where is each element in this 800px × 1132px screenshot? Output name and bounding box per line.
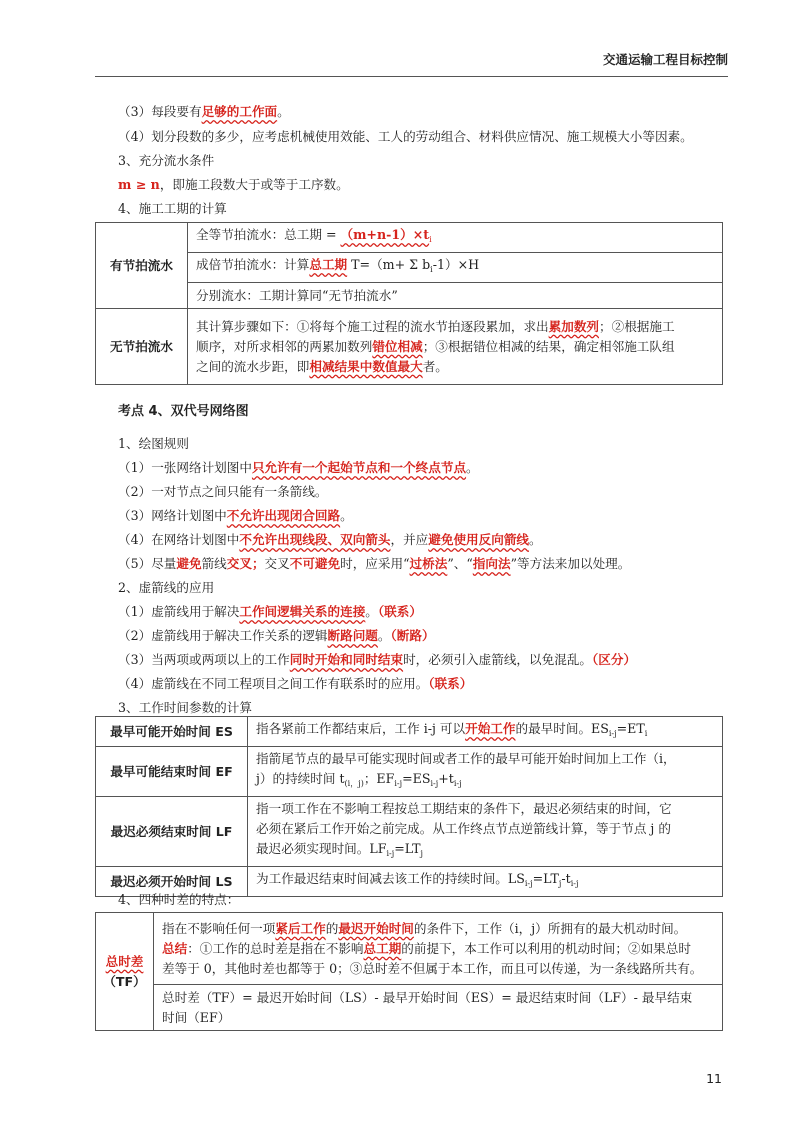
row-label: 最早可能结束时间 EF <box>96 747 248 797</box>
table-cell: 成倍节拍流水：计算总工期 T=（m+ Σ $b_i-1)\times H$ <box>188 253 723 283</box>
row-label: 无节拍流水 <box>96 309 188 385</box>
header-divider <box>95 76 728 77</box>
table-cell: 分别流水：工期计算同“无节拍流水” <box>188 283 723 309</box>
text-line: 1、绘图规则 <box>118 436 189 451</box>
row-label: 最迟必须开始时间 LS <box>96 867 248 897</box>
text-line: （5）尽量避免箭线交叉；交叉不可避免时，应采用“过桥法”、“指向法”等方法来加以处理。 <box>118 556 631 571</box>
table-cell: 全等节拍流水：总工期 = $(m+n-1)\times t_i$ <box>188 223 723 253</box>
text-line: m ≥ n，即施工段数大于或等于工序数。 <box>118 177 349 192</box>
text-line: 4、四种时差的特点： <box>118 892 240 907</box>
row-label: 最迟必须结束时间 LF <box>96 797 248 867</box>
text-line: （1）虚箭线用于解决工作间逻辑关系的连接。（联系） <box>118 604 422 619</box>
row-label: 有节拍流水 <box>96 223 188 309</box>
row-label: 总时差 （TF） <box>96 913 154 1031</box>
text-line: （3）当两项或两项以上的工作同时开始和同时结束时，必须引入虚箭线，以免混乱。（区分） <box>118 652 637 667</box>
table-cell: 指各紧前工作都结束后，工作 i-j 可以开始工作的最早时间。$ES_{i-j}=ET_i$ <box>248 717 723 747</box>
text-line: （3）每段要有足够的工作面。 <box>118 104 290 119</box>
text-line: （4）在网络计划图中不允许出现线段、双向箭头，并应避免使用反向箭线。 <box>118 532 542 547</box>
section-title: 考点 4、双代号网络图 <box>118 404 249 419</box>
text-line: （2）虚箭线用于解决工作关系的逻辑断路问题。（断路） <box>118 628 435 643</box>
table-cell: 其计算步骤如下：①将每个施工过程的流水节拍逐段累加，求出累加数列；②根据施工 顺序，对所求相邻的两累加数列错位相减；③根据错位相减的结果，确定相邻施工队组 之间的流水步距，即相减结果中数值最大者。 <box>188 309 723 385</box>
text-line: 3、工作时间参数的计算 <box>118 700 252 715</box>
header-title: 交通运输工程目标控制 <box>602 52 728 67</box>
text-line: （4）划分段数的多少，应考虑机械使用效能、工人的劳动组合、材料供应情况、施工规模大小等因素。 <box>118 129 693 144</box>
text-line: 2、虚箭线的应用 <box>118 580 215 595</box>
text-line: （4）虚箭线在不同工程项目之间工作有联系时的应用。（联系） <box>118 676 473 691</box>
row-label: 最早可能开始时间 ES <box>96 717 248 747</box>
text-line: 3、充分流水条件 <box>118 153 215 168</box>
time-params-table <box>95 716 723 897</box>
table-cell: 指一项工作在不影响工程按总工期结束的条件下，最迟必须结束的时间，它 必须在紧后工作开始之前完成。从工作终点节点逆箭线计算，等于节点 j 的 最迟必须实现时间。$LF_{i-j}=LT_j$ <box>248 797 723 867</box>
text-line: （2）一对节点之间只能有一条箭线。 <box>118 484 328 499</box>
float-table <box>95 912 723 1031</box>
text-line: 4、施工工期的计算 <box>118 201 227 216</box>
table-cell: 总时差（TF）= 最迟开始时间（LS）- 最早开始时间（ES）= 最迟结束时间（LF）- 最早结束 时间（EF） <box>154 985 723 1031</box>
page-number: 11 <box>706 1071 722 1086</box>
table-cell: 指箭尾节点的最早可能实现时间或者工作的最早可能开始时间加上工作（i， j）的持续时间 $t_{(i,j)}$；$EF_{i-j}=ES_{i-j}+t_{i-j}$ <box>248 747 723 797</box>
text-line: （1）一张网络计划图中只允许有一个起始节点和一个终点节点。 <box>118 460 479 475</box>
schedule-table <box>95 222 723 385</box>
table-cell: 为工作最迟结束时间减去该工作的持续时间。$LS_{i-j}=LT_j-t_{i-j}$ <box>248 867 723 897</box>
table-cell: 指在不影响任何一项紧后工作的最迟开始时间的条件下，工作（i，j）所拥有的最大机动时间。 总结：①工作的总时差是指在不影响总工期的前提下，本工作可以利用的机动时间；②如果总时 差等于 0，其他时差也都等于 0；③总时差不但属于本工作，而且可以传递，为一条线路所共有。 <box>154 913 723 985</box>
text-line: （3）网络计划图中不允许出现闭合回路。 <box>118 508 353 523</box>
